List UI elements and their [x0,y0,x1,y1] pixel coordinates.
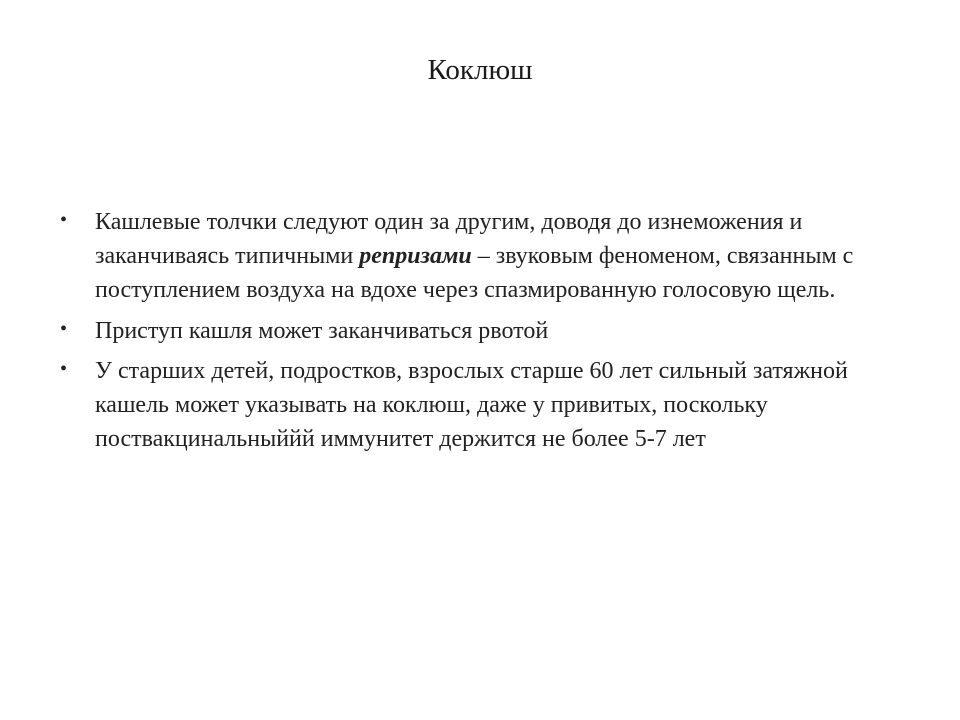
bullet-1-text-start: Кашлевые толчки следуют один за другим, доводя до изнеможения и заканчиваясь типичными [95,209,803,269]
bullet-2-text: Приступ кашля может заканчиваться рвотой [95,318,549,344]
bullet-icon: • [60,318,68,340]
bullet-list [60,205,900,456]
bullet-1-text-end: – звуковым феноменом, связанным с поступлением воздуха на вдохе через спазмированную голосовую щель. [95,243,854,303]
bullet-icon: • [60,209,68,231]
bullet-item-1 [60,205,900,307]
bullet-item-3 [60,354,900,456]
bullet-item-2 [60,314,900,348]
bullet-1-emphasis: репризами [359,243,472,269]
slide-title: Коклюш [427,54,533,86]
bullet-3-text: У старших детей, подростков, взрослых старше 60 лет сильный затяжной кашель может указывать на коклюш, даже у привитых, поскольку поствакцинальныййй иммунитет держится не более 5-7 лет [95,358,848,452]
bullet-icon: • [60,358,68,380]
